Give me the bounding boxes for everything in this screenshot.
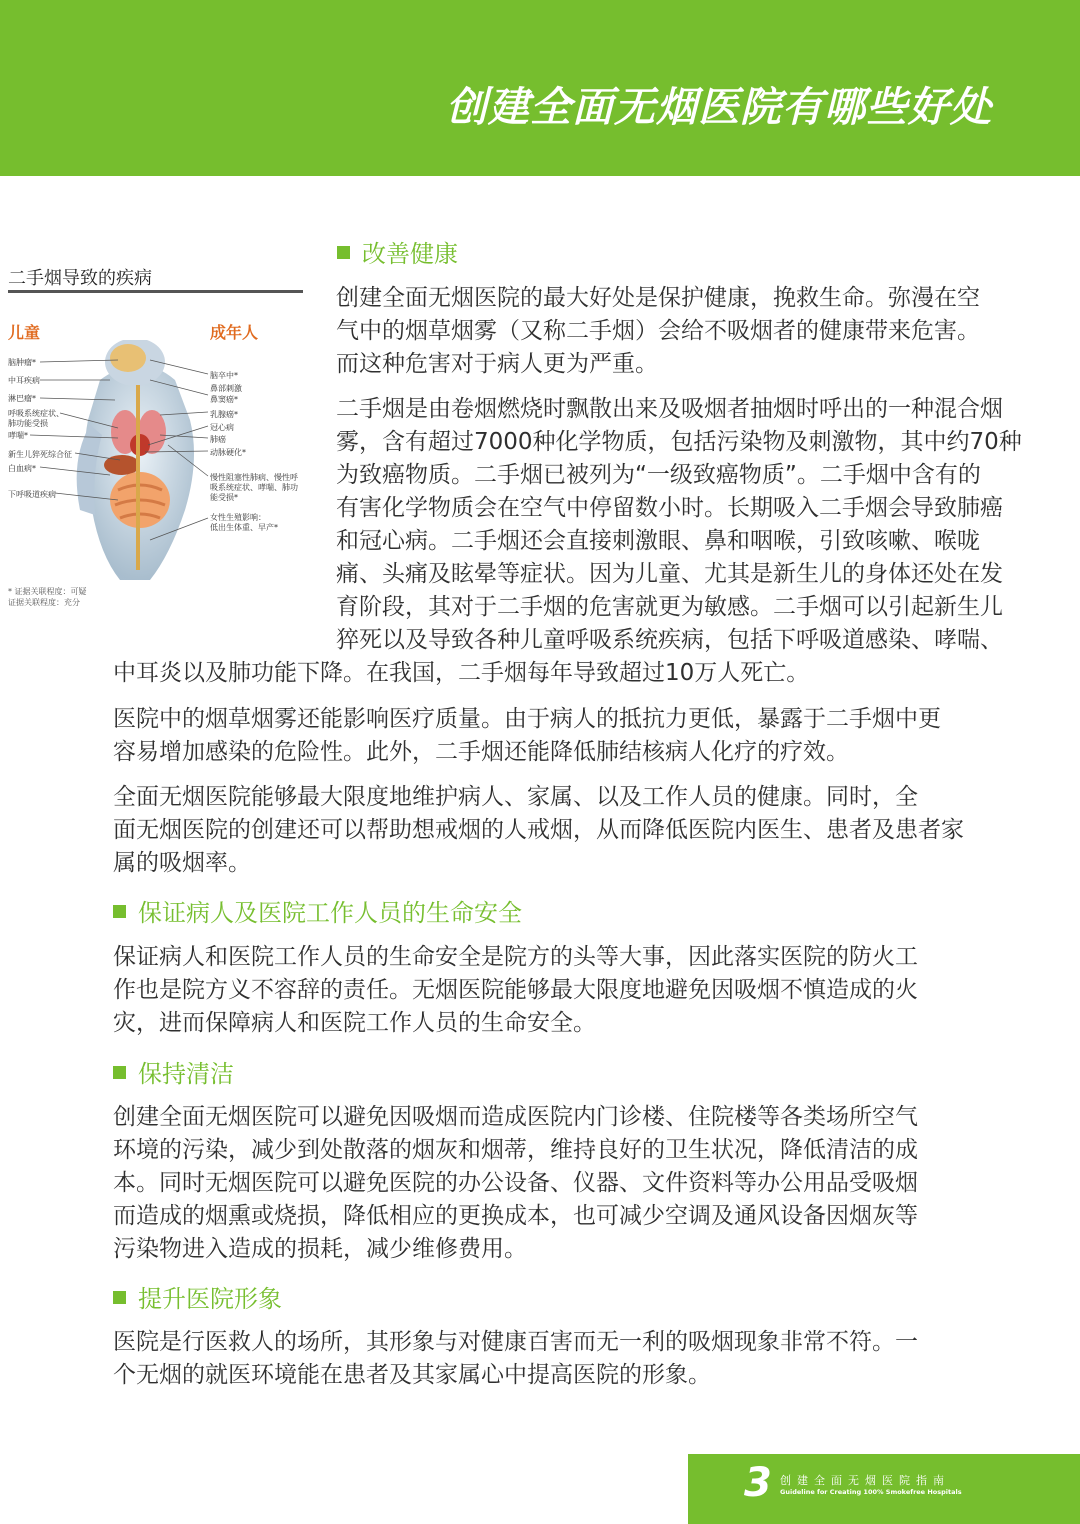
body-line: 痛、头痛及眩晕等症状。因为儿童、尤其是新生儿的身体还处在发 bbox=[336, 561, 1003, 587]
body-line: 本。同时无烟医院可以避免医院的办公设备、仪器、文件资料等办公用品受吸烟 bbox=[113, 1170, 918, 1196]
body-line: 医院是行医救人的场所，其形象与对健康百害而无一利的吸烟现象非常不符。一 bbox=[113, 1329, 918, 1355]
human-body-illustration bbox=[0, 340, 305, 585]
figure-label-left: 哮喘* bbox=[8, 431, 28, 440]
section-heading-text: 提升医院形象 bbox=[138, 1285, 282, 1313]
figure-label-left: 白血病* bbox=[8, 464, 36, 473]
section-heading-text: 改善健康 bbox=[362, 240, 458, 268]
figure-label-right: 低出生体重、早产* bbox=[210, 523, 278, 532]
section-heading-text: 保证病人及医院工作人员的生命安全 bbox=[138, 899, 522, 927]
body-line: 面无烟医院的创建还可以帮助想戒烟的人戒烟，从而降低医院内医生、患者及患者家 bbox=[113, 817, 964, 843]
body-line: 创建全面无烟医院的最大好处是保护健康，挽救生命。弥漫在空 bbox=[336, 285, 980, 311]
body-line: 作也是院方义不容辞的责任。无烟医院能够最大限度地避免因吸烟不慎造成的火 bbox=[113, 977, 918, 1003]
bullet-square-icon bbox=[113, 905, 126, 918]
figure-label-right: 能受损* bbox=[210, 493, 238, 502]
body-line: 创建全面无烟医院可以避免因吸烟而造成医院内门诊楼、住院楼等各类场所空气 bbox=[113, 1104, 918, 1130]
figure-label-right: 冠心病 bbox=[210, 423, 234, 432]
figure-title: 二手烟导致的疾病 bbox=[8, 268, 152, 289]
body-line: 个无烟的就医环境能在患者及其家属心中提高医院的形象。 bbox=[113, 1362, 711, 1388]
body-line: 属的吸烟率。 bbox=[113, 850, 251, 876]
figure-label-right: 动脉硬化* bbox=[210, 448, 246, 457]
body-line: 而这种危害对于病人更为严重。 bbox=[336, 351, 658, 377]
figure-label-right: 女性生殖影响： bbox=[210, 513, 266, 522]
figure-rule bbox=[8, 290, 303, 293]
figure-label-left: 呼吸系统症状、 bbox=[8, 409, 64, 418]
figure-label-left: 下呼吸道疾病 bbox=[8, 490, 56, 499]
body-line: 中耳炎以及肺功能下降。在我国，二手烟每年导致超过10万人死亡。 bbox=[113, 660, 810, 686]
body-line: 保证病人和医院工作人员的生命安全是院方的头等大事，因此落实医院的防火工 bbox=[113, 944, 918, 970]
body-line: 全面无烟医院能够最大限度地维护病人、家属、以及工作人员的健康。同时，全 bbox=[113, 784, 918, 810]
figure-adults-label: 成年人 bbox=[210, 323, 259, 342]
body-line: 医院中的烟草烟雾还能影响医疗质量。由于病人的抵抗力更低，暴露于二手烟中更 bbox=[113, 706, 941, 732]
figure-note: 证据关联程度：充分 bbox=[8, 598, 80, 607]
figure-label-right: 鼻部刺激 bbox=[210, 384, 242, 393]
figure-label-right: 肺癌 bbox=[210, 435, 226, 444]
page-number: 3 bbox=[744, 1460, 772, 1506]
figure-label-right: 鼻窦癌* bbox=[210, 395, 238, 404]
figure-label-left: 脑肿瘤* bbox=[8, 358, 36, 367]
bullet-square-icon bbox=[337, 246, 350, 259]
footer-title-en: Guideline for Creating 100% Smokefree Hospitals bbox=[780, 1488, 962, 1496]
body-line: 为致癌物质。二手烟已被列为“一级致癌物质”。二手烟中含有的 bbox=[336, 462, 981, 488]
section-heading-text: 保持清洁 bbox=[138, 1060, 234, 1088]
body-line: 雾，含有超过7000种化学物质，包括污染物及刺激物，其中约70种 bbox=[336, 429, 1022, 455]
body-line: 二手烟是由卷烟燃烧时飘散出来及吸烟者抽烟时呼出的一种混合烟 bbox=[336, 396, 1003, 422]
page-title: 创建全面无烟医院有哪些好处 bbox=[446, 83, 992, 131]
section-heading-hospital-image bbox=[113, 1279, 282, 1314]
body-line: 容易增加感染的危险性。此外，二手烟还能降低肺结核病人化疗的疗效。 bbox=[113, 739, 849, 765]
body-line: 育阶段，其对于二手烟的危害就更为敏感。二手烟可以引起新生儿 bbox=[336, 594, 1003, 620]
figure-label-right: 慢性阻塞性肺病、慢性呼 bbox=[210, 473, 298, 482]
section-heading-cleanliness bbox=[113, 1054, 234, 1089]
body-line: 和冠心病。二手烟还会直接刺激眼、鼻和咽喉，引致咳嗽、喉咙 bbox=[336, 528, 980, 554]
bullet-square-icon bbox=[113, 1291, 126, 1304]
footer-title-cn: 创建全面无烟医院指南 bbox=[780, 1474, 950, 1487]
section-heading-improve-health bbox=[337, 234, 458, 269]
body-line: 而造成的烟熏或烧损，降低相应的更换成本，也可减少空调及通风设备因烟灰等 bbox=[113, 1203, 918, 1229]
body-line: 猝死以及导致各种儿童呼吸系统疾病，包括下呼吸道感染、哮喘、 bbox=[336, 627, 1003, 653]
body-line: 污染物进入造成的损耗，减少维修费用。 bbox=[113, 1236, 527, 1262]
figure-label-left: 新生儿猝死综合征 bbox=[8, 450, 72, 459]
body-line: 有害化学物质会在空气中停留数小时。长期吸入二手烟会导致肺癌 bbox=[336, 495, 1003, 521]
section-heading-safety bbox=[113, 893, 522, 928]
figure-label-right: 脑卒中* bbox=[210, 371, 238, 380]
figure-label-right: 吸系统症状、哮喘、肺功 bbox=[210, 483, 298, 492]
bullet-square-icon bbox=[113, 1066, 126, 1079]
figure-label-left: 肺功能受损 bbox=[8, 419, 48, 428]
figure-label-left: 淋巴瘤* bbox=[8, 394, 36, 403]
figure-children-label: 儿童 bbox=[8, 323, 41, 342]
body-line: 灾，进而保障病人和医院工作人员的生命安全。 bbox=[113, 1010, 596, 1036]
figure-note: * 证据关联程度：可疑 bbox=[8, 587, 87, 596]
figure-label-left: 中耳疾病 bbox=[8, 376, 40, 385]
body-line: 环境的污染，减少到处散落的烟灰和烟蒂，维持良好的卫生状况，降低清洁的成 bbox=[113, 1137, 918, 1163]
figure-label-right: 乳腺癌* bbox=[210, 410, 238, 419]
body-line: 气中的烟草烟雾（又称二手烟）会给不吸烟者的健康带来危害。 bbox=[336, 318, 980, 344]
